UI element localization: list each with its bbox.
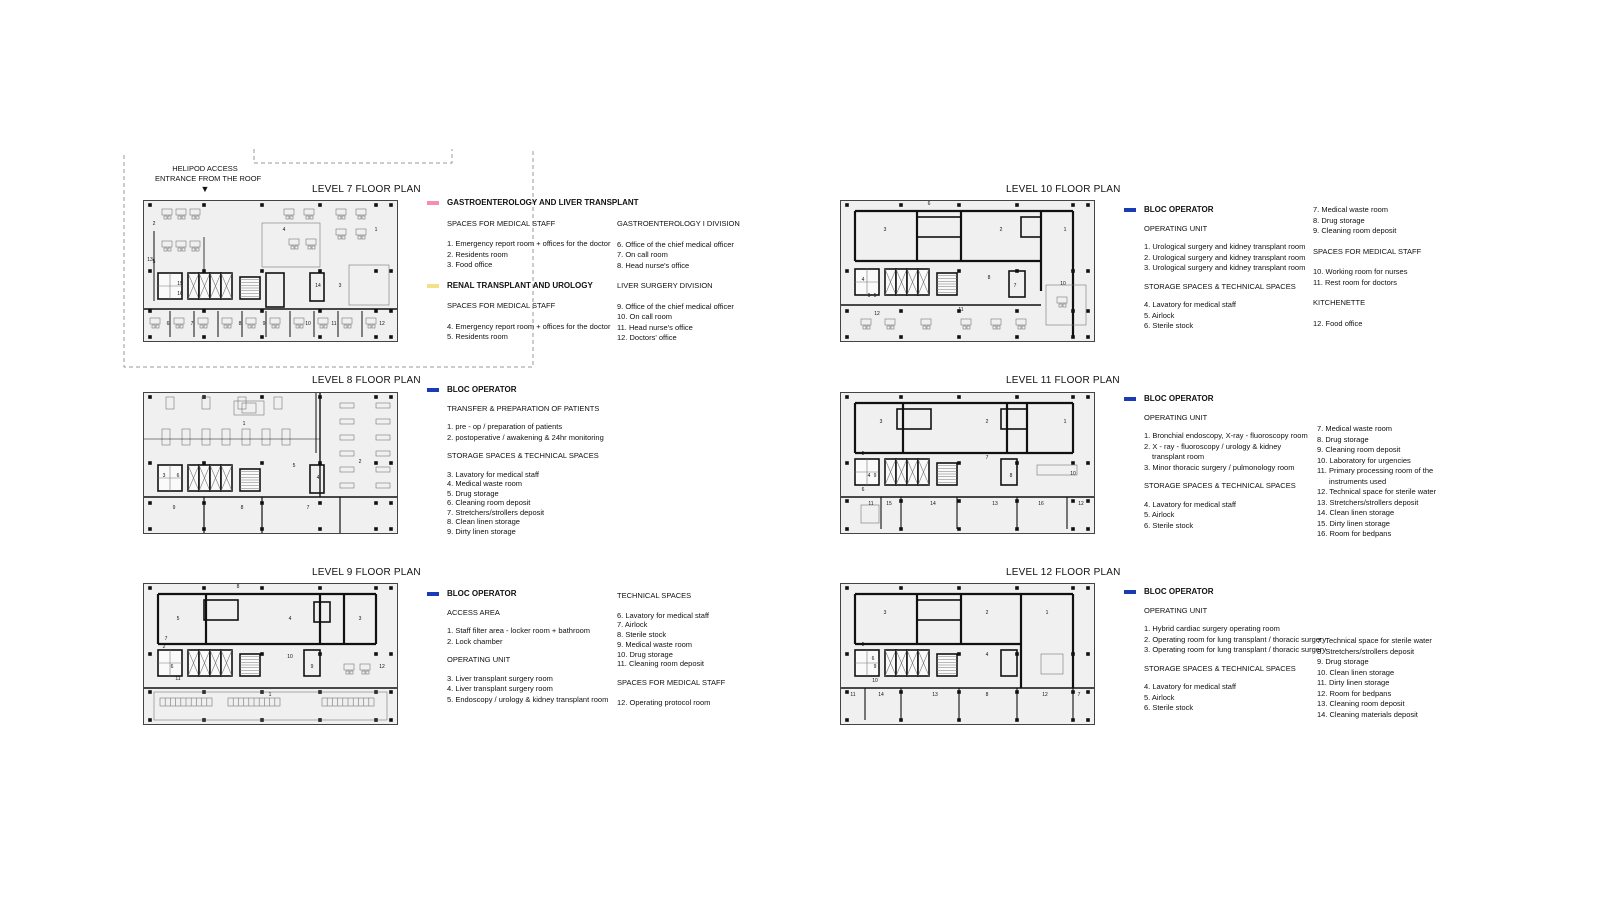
floor-plan-level-7 [143,200,398,342]
room-number: 6 [170,664,174,670]
room-number: 4 [985,652,989,658]
legend-item: 10. Clean linen storage [1317,667,1395,677]
legend-item: 4. Medical waste room [447,479,523,488]
room-number: 10 [287,654,293,660]
legend-item: 4. Lavatory for medical staff [1144,300,1236,309]
legend-subheading: OPERATING UNIT [1144,605,1208,615]
legend-item: 7. Medical waste room [1317,424,1393,433]
floor-plan-drawing [144,201,397,341]
legend-item: 12. Doctors' office [617,333,677,342]
legend-item: 1. pre - op / preparation of patients [447,422,563,431]
legend-level-7-right [617,219,740,344]
room-number: 8 [985,692,989,698]
legend-item: 9. Medical waste room [617,639,693,649]
legend-level-10-right [1313,205,1421,329]
room-number: 12 [1078,501,1084,507]
legend-heading-gastro: GASTROENTEROLOGY AND LIVER TRANSPLANT [427,198,639,209]
legend-level-9-right [617,591,725,708]
legend-item: 12. Room for bedpans [1317,688,1392,698]
legend-item: 6. Sterile stock [1144,703,1194,712]
legend-item: 10. Working room for nurses [1313,267,1408,276]
legend-level-12-right [1317,636,1432,720]
plan-title-level-12: LEVEL 12 FLOOR PLAN [1006,567,1121,578]
room-number: 13 [932,692,938,698]
legend-subheading: SPACES FOR MEDICAL STAFF [447,301,556,310]
floor-plan-level-10 [840,200,1095,342]
floor-plan-drawing [841,201,1094,341]
room-number: 15 [177,281,183,287]
room-number: 7 [985,455,989,461]
legend-item: 7. Medical waste room [1313,205,1389,214]
legend-item: 4. Emergency report room + offices for the doctor [447,321,611,331]
legend-heading: BLOC OPERATOR [427,385,604,396]
legend-item: 1. Emergency report room + offices for the doctor [447,239,611,248]
legend-subheading: STORAGE SPACES & TECHNICAL SPACES [1144,663,1296,673]
legend-item: 2. X - ray - fluoroscopy / urology & kidney [1144,441,1282,451]
legend-item: 11. Primary processing room of the [1317,466,1434,475]
room-number: 6 [176,473,180,479]
legend-level-11-left [1124,394,1308,531]
legend-item: 8. Drug storage [1313,215,1365,225]
legend-item: 4. Lavatory for medical staff [1144,499,1236,509]
room-number: 12 [874,311,880,317]
room-number: 5 [152,259,156,265]
legend-item: 11. Cleaning room deposit [617,659,704,669]
room-number: 13 [147,257,153,263]
legend-subheading: STORAGE SPACES & TECHNICAL SPACES [1144,481,1296,490]
legend-heading: BLOC OPERATOR [1124,205,1305,216]
room-number: 2 [358,459,362,465]
legend-item: 1. Bronchial endoscopy, X-ray - fluoroscopy room [1144,431,1308,440]
legend-heading-renal: RENAL TRANSPLANT AND UROLOGY [427,281,639,292]
legend-item: 4. Lavatory for medical staff [1144,682,1236,691]
legend-item: 11. Dirty linen storage [1317,678,1390,687]
legend-item: 9. Cleaning room deposit [1317,445,1401,454]
legend-subheading: OPERATING UNIT [447,655,511,664]
room-number: 5 [861,451,865,457]
room-number: 7 [190,321,194,327]
room-number: 7 [1013,283,1017,289]
room-number: 13 [992,501,998,507]
room-number: 12 [379,664,385,670]
room-number: 2 [162,644,166,650]
room-number: 11 [868,501,874,507]
legend-item: 6. Lavatory for medical staff [617,610,709,620]
floor-plan-level-12 [840,583,1095,725]
legend-item: 2. postoperative / awakening & 24hr monitoring [447,432,604,442]
room-number: 6 [927,201,931,207]
room-number: 7 [1077,692,1081,698]
floor-plan-drawing [144,393,397,533]
legend-level-7-left [427,198,639,343]
legend-subheading: LIVER SURGERY DIVISION [617,281,713,290]
room-number: 7 [306,505,310,511]
room-number: 3 [883,227,887,233]
room-number: 9 [310,664,314,670]
room-number: 10 [872,678,878,684]
legend-item: 10. Drug storage [617,649,673,659]
room-number: 3 [338,283,342,289]
legend-item: instruments used [1329,476,1387,486]
legend-subheading: SPACES FOR MEDICAL STAFF [447,218,556,228]
room-number: 14 [930,501,936,507]
room-number: 11 [331,321,337,327]
legend-subheading: TECHNICAL SPACES [617,591,692,600]
legend-subheading: SPACES FOR MEDICAL STAFF [1313,246,1422,256]
room-number: 9 [262,321,266,327]
legend-item: 7. Airlock [617,620,648,630]
room-number: 2 [985,610,989,616]
legend-item: 2. Lock chamber [447,636,503,646]
blue-swatch [427,388,439,392]
room-number: 4 [861,277,865,283]
legend-item: 9. Cleaning room deposit [1313,226,1397,235]
legend-heading: BLOC OPERATOR [427,589,608,600]
legend-subheading: GASTROENTEROLOGY I DIVISION [617,219,740,228]
legend-item: 5. Endoscopy / urology & kidney transplant room [447,694,609,704]
legend-item: 2. Residents room [447,249,508,259]
room-number: 4 [282,227,286,233]
legend-level-11-right [1317,424,1436,540]
legend-item: 1. Hybrid cardiac surgery operating room [1144,624,1280,633]
legend-item: 14. Clean linen storage [1317,508,1395,517]
legend-item: 9. Dirty linen storage [447,526,516,536]
room-number: 11 [175,676,181,682]
legend-item: 8. Clean linen storage [447,517,520,526]
yellow-swatch [427,284,439,288]
floor-plan-level-11 [840,392,1095,534]
room-number: 4 [867,473,871,479]
legend-subheading: ACCESS AREA [447,607,500,617]
room-number: 3 [879,419,883,425]
room-number: 2 [999,227,1003,233]
legend-item: 5. Airlock [1144,692,1175,702]
room-number: 12 [379,321,385,327]
floor-plan-drawing [841,393,1094,533]
floor-plan-drawing [144,584,397,724]
legend-item: 11. Head nurse's office [617,322,693,332]
room-number: 16 [1038,501,1044,507]
legend-item: 3. Liver transplant surgery room [447,673,553,683]
legend-heading: BLOC OPERATOR [1124,394,1308,405]
legend-item: 6. Sterile stock [1144,321,1194,330]
room-number: 5 [292,463,296,469]
room-number: 6 [871,656,875,662]
legend-item: 9. Office of the chief medical officer [617,301,734,311]
legend-item: 13. Stretchers/strollers deposit [1317,497,1419,507]
legend-item: 8. Stretchers/strollers deposit [1317,646,1415,656]
legend-level-9-left [427,589,608,705]
plan-title-level-8: LEVEL 8 FLOOR PLAN [312,375,421,386]
room-number: 8 [987,275,991,281]
legend-item: 3. Minor thoracic surgery / pulmonology room [1144,462,1295,472]
room-number: 5 [176,616,180,622]
legend-item: 6. Sterile stock [1144,520,1194,530]
room-number: 8 [240,505,244,511]
legend-subheading: SPACES FOR MEDICAL STAFF [617,678,726,688]
legend-item: 10. On call room [617,312,673,321]
legend-item: 6. Office of the chief medical officer [617,239,734,249]
room-number: 16 [177,291,183,297]
room-number: 12 [1042,692,1048,698]
legend-item: 5. Airlock [1144,310,1175,320]
legend-item: 8. Drug storage [1317,434,1369,444]
room-number: 8 [1009,473,1013,479]
legend-item: 4. Liver transplant surgery room [447,684,553,693]
legend-item: 2. Operating room for lung transplant / thoracic surgery [1144,634,1327,644]
blue-swatch [1124,208,1136,212]
room-number: 9 [867,293,871,299]
legend-subheading: STORAGE SPACES & TECHNICAL SPACES [447,451,599,460]
room-number: 1 [1045,610,1049,616]
room-number: 5 [861,642,865,648]
legend-heading: BLOC OPERATOR [1124,587,1326,598]
legend-item: 5. Residents room [447,332,508,341]
helipod-label: HELIPOD ACCESS ENTRANCE FROM THE ROOF ▼ [155,164,262,194]
legend-item: 14. Cleaning materials deposit [1317,709,1418,719]
room-number: 9 [873,473,877,479]
room-number: 6 [166,321,170,327]
room-number: 11 [958,307,964,313]
legend-item: 3. Operating room for lung transplant / thoracic surgery [1144,645,1327,654]
room-number: 14 [878,692,884,698]
room-number: 4 [316,475,320,481]
room-number: 1 [268,692,272,698]
room-number: 2 [985,419,989,425]
legend-item: 5. Airlock [1144,510,1175,519]
room-number: 1 [242,421,246,427]
room-number: 6 [861,487,865,493]
legend-subheading: OPERATING UNIT [1144,412,1208,422]
legend-item: 15. Dirty linen storage [1317,518,1390,528]
legend-item: 16. Room for bedpans [1317,529,1392,538]
room-number: 10 [1070,471,1076,477]
legend-subheading: KITCHENETTE [1313,298,1366,307]
room-number: 3 [358,616,362,622]
legend-item: 12. Food office [1313,318,1363,328]
legend-item: 11. Rest room for doctors [1313,277,1398,287]
legend-item: 7. Stretchers/strollers deposit [447,507,545,517]
legend-level-8 [427,385,604,536]
room-number: 15 [886,501,892,507]
room-number: 5 [873,293,877,299]
room-number: 11 [850,692,856,698]
room-number: 1 [374,227,378,233]
blue-swatch [427,592,439,596]
room-number: 1 [1063,419,1067,425]
legend-subheading: TRANSFER & PREPARATION OF PATIENTS [447,403,600,413]
plan-title-level-10: LEVEL 10 FLOOR PLAN [1006,184,1121,195]
legend-item: 8. Sterile stock [617,630,667,640]
room-number: 2 [152,221,156,227]
plan-title-level-11: LEVEL 11 FLOOR PLAN [1006,375,1120,386]
room-number: 10 [305,321,311,327]
legend-item: transplant room [1152,452,1205,461]
legend-item: 3. Food office [447,260,493,269]
legend-item: 12. Technical space for sterile water [1317,487,1437,496]
legend-subheading: OPERATING UNIT [1144,223,1208,233]
legend-level-10-left [1124,205,1305,332]
room-number: 7 [164,636,168,642]
floor-plan-drawing [841,584,1094,724]
room-number: 1 [1063,227,1067,233]
blue-swatch [1124,590,1136,594]
legend-item: 3. Urological surgery and kidney transplant room [1144,263,1306,272]
plan-title-level-9: LEVEL 9 FLOOR PLAN [312,567,421,578]
legend-item: 1. Staff filter area - locker room + bathroom [447,626,591,635]
legend-item: 13. Cleaning room deposit [1317,699,1405,708]
legend-item: 12. Operating protocol room [617,697,711,707]
legend-item: 5. Drug storage [447,488,499,498]
legend-item: 2. Urological surgery and kidney transplant room [1144,252,1306,262]
legend-item: 10. Laboratory for urgencies [1317,455,1411,465]
room-number: 14 [315,283,321,289]
plan-title-level-7: LEVEL 7 FLOOR PLAN [312,184,421,195]
room-number: 8 [236,584,240,590]
pink-swatch [427,201,439,205]
legend-level-12-left [1124,587,1326,714]
legend-item: 6. Cleaning room deposit [447,498,531,507]
legend-item: 7. Technical space for sterile water [1317,636,1432,645]
room-number: 3 [162,473,166,479]
legend-item: 8. Head nurse's office [617,260,690,270]
room-number: 3 [883,610,887,616]
legend-item: 7. On call room [617,250,668,259]
blue-swatch [1124,397,1136,401]
room-number: 9 [172,505,176,511]
floor-plan-level-9 [143,583,398,725]
legend-item: 3. Lavatory for medical staff [447,469,539,479]
floor-plan-level-8 [143,392,398,534]
room-number: 4 [288,616,292,622]
room-number: 8 [238,321,242,327]
legend-item: 9. Drug storage [1317,657,1369,666]
legend-subheading: STORAGE SPACES & TECHNICAL SPACES [1144,281,1296,291]
down-arrow-icon: ▼ [200,184,210,194]
legend-item: 1. Urological surgery and kidney transplant room [1144,242,1306,251]
room-number: 10 [1060,281,1066,287]
room-number: 9 [873,664,877,670]
